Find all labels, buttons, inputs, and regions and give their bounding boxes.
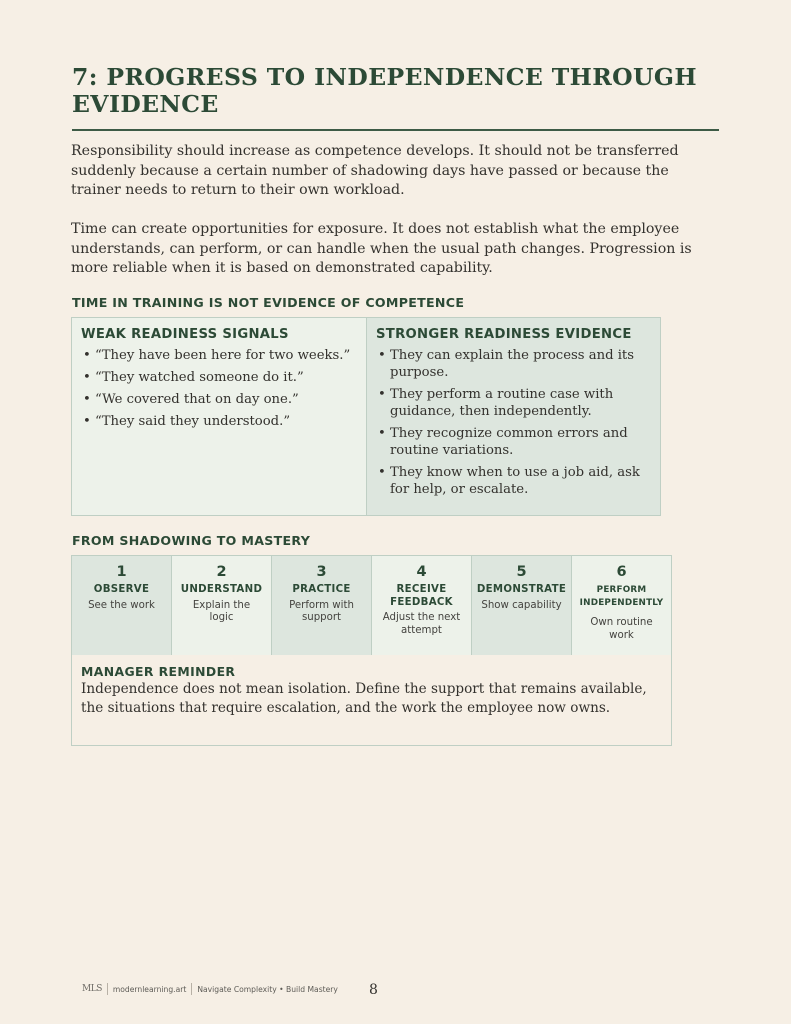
- footer-divider: [191, 983, 192, 995]
- brand-logo: MLS: [82, 984, 102, 994]
- step-number: 3: [316, 564, 327, 580]
- reminder-heading: MANAGER REMINDER: [81, 664, 236, 679]
- step-number: 1: [116, 564, 127, 580]
- strong-evidence-heading: STRONGER READINESS EVIDENCE: [376, 327, 632, 342]
- comparison-heading: TIME IN TRAINING IS NOT EVIDENCE OF COMPETENCE: [72, 295, 465, 310]
- step-description: Show capability: [481, 599, 562, 611]
- step-demonstrate: [472, 556, 572, 655]
- footer-site: modernlearning.art: [112, 984, 187, 994]
- list-item: • “They said they understood.”: [81, 413, 356, 430]
- strong-evidence-list: [376, 347, 650, 498]
- step-number: 4: [416, 564, 427, 580]
- page-number: 8: [369, 982, 378, 998]
- step-number: 6: [616, 564, 627, 580]
- list-item: • “They have been here for two weeks.”: [81, 347, 356, 364]
- progression-steps: [71, 555, 672, 656]
- step-practice: [272, 556, 372, 655]
- step-description: Perform with support: [289, 599, 354, 623]
- footer-divider: [107, 983, 108, 995]
- step-description: Adjust the next attempt: [382, 612, 461, 636]
- list-item: • “We covered that on day one.”: [81, 391, 356, 408]
- weak-signals-column: [72, 318, 367, 515]
- strong-evidence-column: [367, 318, 660, 515]
- step-title: DEMONSTRATE: [476, 584, 567, 595]
- footer-tagline: Navigate Complexity • Build Mastery: [197, 984, 338, 994]
- readiness-comparison-table: [71, 317, 661, 516]
- list-item: • They can explain the process and its purpose.: [376, 347, 650, 381]
- reminder-body: Independence does not mean isolation. Define the support that remains available, the situations that require escalation, and the work the employee now owns.: [81, 681, 647, 716]
- step-perform-independently: [572, 556, 671, 655]
- step-number: 2: [216, 564, 227, 580]
- progression-heading: FROM SHADOWING TO MASTERY: [72, 533, 311, 548]
- weak-signals-heading: WEAK READINESS SIGNALS: [81, 327, 289, 342]
- step-title: OBSERVE: [93, 584, 150, 595]
- intro-paragraph-2: Time can create opportunities for exposure. It does not establish what the employee understands, can perform, or can handle when the usual path changes. Progression is more reliable when it is based on demonstrated capability.: [71, 221, 692, 276]
- step-description: Own routine work: [590, 617, 653, 641]
- step-title: UNDERSTAND: [180, 584, 263, 595]
- title-divider: [72, 129, 719, 131]
- weak-signals-list: [81, 347, 356, 430]
- list-item: • They perform a routine case with guidance, then independently.: [376, 386, 650, 420]
- manager-reminder-box: [71, 655, 672, 746]
- step-description: See the work: [88, 599, 155, 611]
- step-receive-feedback: [372, 556, 472, 655]
- page-title: 7: PROGRESS TO INDEPENDENCE THROUGH EVIDENCE: [72, 63, 697, 118]
- step-observe: [72, 556, 172, 655]
- intro-paragraph-1: Responsibility should increase as competence develops. It should not be transferred suddenly because a certain number of shadowing days have passed or because the trainer needs to return to their own workload.: [71, 143, 679, 198]
- step-number: 5: [516, 564, 527, 580]
- step-title: PERFORM INDEPENDENTLY: [579, 585, 664, 608]
- step-title: PRACTICE: [292, 584, 351, 595]
- list-item: • “They watched someone do it.”: [81, 369, 356, 386]
- step-title: RECEIVE FEEDBACK: [390, 584, 453, 608]
- step-understand: [172, 556, 272, 655]
- list-item: • They recognize common errors and routine variations.: [376, 425, 650, 459]
- footer: [82, 982, 338, 996]
- list-item: • They know when to use a job aid, ask for help, or escalate.: [376, 464, 650, 498]
- step-description: Explain the logic: [192, 599, 251, 623]
